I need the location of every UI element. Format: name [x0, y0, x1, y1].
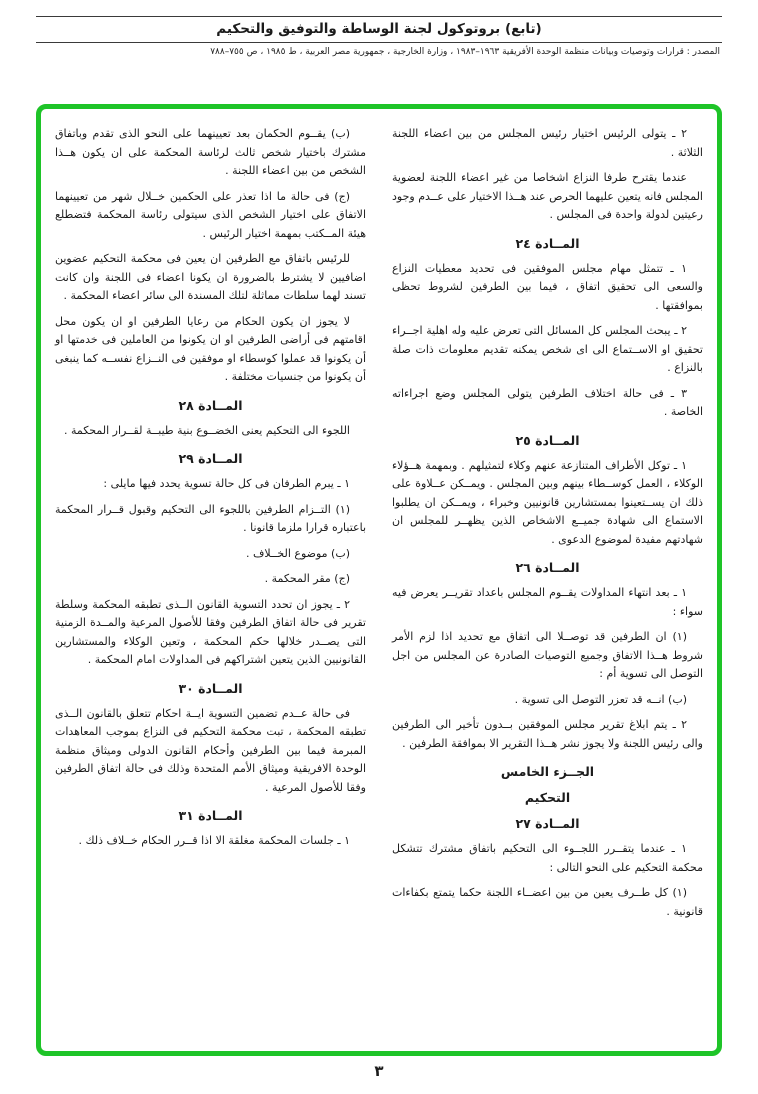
paragraph: ٢ ـ يبحث المجلس كل المسائل التى تعرض عليه وله اهلية اجــراء تحقيق او الاســتماع الى اى شخص يمكنه تقديم معلومات ذات صلة بالنزاع .	[392, 324, 703, 374]
paragraph: ٢ ـ يتولى الرئيس اختيار رئيس المجلس من بين اعضاء اللجنة الثلاثة .	[392, 127, 703, 159]
article-heading: التحكيم	[524, 790, 571, 805]
paragraph: ١ ـ تتمثل مهام مجلس الموفقين فى تحديد معطيات النزاع والسعى الى تحقيق اتفاق ، فيما بين الطرفين لشروط تحظى بموافقتها .	[392, 261, 703, 312]
article-heading: المــادة ٢٦	[515, 560, 580, 575]
text-columns	[55, 125, 703, 1041]
paragraph: عندما يقترح طرفا النزاع اشخاصا من غير اعضاء اللجنة لعضوية المجلس فانه يتعين عليهما الحرص عند هــذا الاختيار على عــدم وجود رعيتين لدولة واحدة فى المجلس .	[392, 171, 703, 221]
paragraph: (ب) انــه قد تعزر التوصل الى تسوية .	[514, 692, 687, 706]
article-heading: المــادة ٣١	[178, 808, 243, 823]
paragraph: (ج) فى حالة ما اذا تعذر على الحكمين خــلال شهر من تعيينهما الاتفاق على اختيار الشخص الذى سيتولى رئاسة المحكمة فتضطلع هيئة المــكتب بمهمة اختيار الرئيس .	[55, 189, 366, 240]
paragraph: (ج) مقر المحكمة .	[264, 572, 350, 585]
article-heading: المــادة ٢٧	[515, 816, 580, 831]
document-page	[0, 16, 758, 1094]
article-heading: المــادة ٣٠	[178, 680, 243, 696]
paragraph: ١ ـ جلسات المحكمة مغلقة الا اذا قــرر الحكام خــلاف ذلك .	[78, 834, 350, 847]
article-heading: المــادة ٢٩	[178, 451, 243, 466]
article-heading: المــادة ٢٨	[178, 397, 243, 413]
paragraph: ٢ ـ يجوز ان تحدد التسوية القانون الــذى تطبقه المحكمة وسلطة تقرير فى حالة اتفاق الطرفين وفقا للأصول المرعية والمــدة الزمنية التى يصــدر خلالها حكم المحكمة ، وتعين الوكلاء والمستشارين القانونيين الذين يتعين اشتراكهم فى المداولات امام المحكمة .	[55, 597, 366, 666]
paragraph: للرئيس باتفاق مع الطرفين ان يعين فى محكمة التحكيم عضوين اضافيين لا يشترط بالضرورة ان يكونا اعضاء فى اللجنة وان كانت تسند لهما سلطات مماثلة لتلك المسندة الى سائر اعضاء المحكمة .	[55, 252, 366, 302]
column-left	[55, 125, 366, 1041]
paragraph: لا يجوز ان يكون الحكام من رعايا الطرفين او ان يكون محل اقامتهم فى أراضى الطرفين او ان يكونوا من العاملين فى خدمتها او أن يكونوا قد عملوا كوسطاء او موفقين فى النــزاع نفســه كما ينبغى أن يكونوا من جنسيات مختلفة .	[55, 314, 366, 383]
paragraph: ١ ـ يبرم الطرفان فى كل حالة تسوية يحدد فيها مايلى :	[103, 477, 350, 490]
paragraph: ١ ـ توكل الأطراف المتنازعة عنهم وكلاء لتمثيلهم . وبمهمة هــؤلاء الوكلاء ، العمل كوســطاء بينهم وبين المجلس . ويمــكن عــلاوة على ذلك ان يســتعينوا بمستشارين قانونيين وخبراء ، ويمــكن ان يطلبوا الاستماع الى شهادة جميــع الاشخاص الذين يظهــر للمجلس ان شهادتهم مفيدة لموضوع الدعوى .	[392, 458, 703, 546]
article-heading: المــادة ٢٤	[515, 235, 580, 251]
source-line: المصدر : قرارات وتوصيات وبيانات منظمة الوحدة الأفريقية ١٩٦٣–١٩٨٣ ، وزارة الخارجية ، جمهورية مصر العربية ، ط ١٩٨٥ ، ص ٧٥٥–٧٨٨	[210, 47, 720, 57]
paragraph: (١) ان الطرفين قد توصــلا الى اتفاق مع تحديد اذا لزم الأمر شروط هــذا الاتفاق وجميع التوصيات الصادرة عن المجلس من اجل التوصل الى تسوية أم :	[392, 630, 703, 680]
page-header	[36, 16, 722, 59]
paragraph: ١ ـ عندما يتقــرر اللجــوء الى التحكيم باتفاق مشترك تتشكل محكمة التحكيم على النحو التالى :	[392, 842, 703, 874]
paragraph: (١) التــزام الطرفين باللجوء الى التحكيم وقبول قــرار المحكمة باعتباره قرارا ملزما قانونا .	[55, 502, 366, 534]
paragraph: ٣ ـ فى حالة اختلاف الطرفين يتولى المجلس وضع اجراءاته الخاصة .	[392, 386, 703, 418]
page-number: ٣	[374, 1062, 384, 1080]
paragraph: (ب) موضوع الخــلاف .	[245, 546, 350, 560]
article-heading: الجــزء الخامس	[500, 764, 595, 779]
green-border-frame	[36, 104, 722, 1056]
paragraph: ١ ـ بعد انتهاء المداولات يقــوم المجلس باعداد تقريــر يعرض فيه سواء :	[392, 586, 703, 618]
column-right	[392, 125, 703, 1041]
page-title: (تابع) بروتوكول لجنة الوساطة والتوفيق والتحكيم	[216, 21, 542, 37]
article-heading: المــادة ٢٥	[515, 432, 580, 448]
paragraph: (١) كل طــرف يعين من بين اعضــاء اللجنة حكما يتمتع بكفاءات قانونية .	[392, 886, 703, 918]
paragraph: اللجوء الى التحكيم يعنى الخضــوع بنية طيبــة لقــرار المحكمة .	[63, 423, 350, 437]
paragraph: (ب) يقــوم الحكمان بعد تعيينهما على النحو الذى تقدم وباتفاق مشترك باختيار شخص ثالث لرئاسة المحكمة على ان يكون هــذا الشخص من بين اعضاء اللجنة .	[55, 127, 366, 177]
paragraph: ٢ ـ يتم ابلاغ تقرير مجلس الموفقين بــدون تأخير الى الطرفين والى رئيس اللجنة ولا يجوز نشر هــذا التقرير الا بموافقة الطرفين .	[392, 718, 703, 750]
paragraph: فى حالة عــدم تضمين التسوية ايــة احكام تتعلق بالقانون الــذى تطبقه المحكمة ، تبت محكمة التحكيم فى النزاع بموجب المعاهدات المبرمة فيما بين الطرفين وأحكام القانون الدولى وميثاق منظمة الوحدة الافريقية وميثاق الأمم المتحدة وذلك فى حالة اتفاق الطرفين وفقا للأصول المرعية .	[55, 706, 366, 794]
